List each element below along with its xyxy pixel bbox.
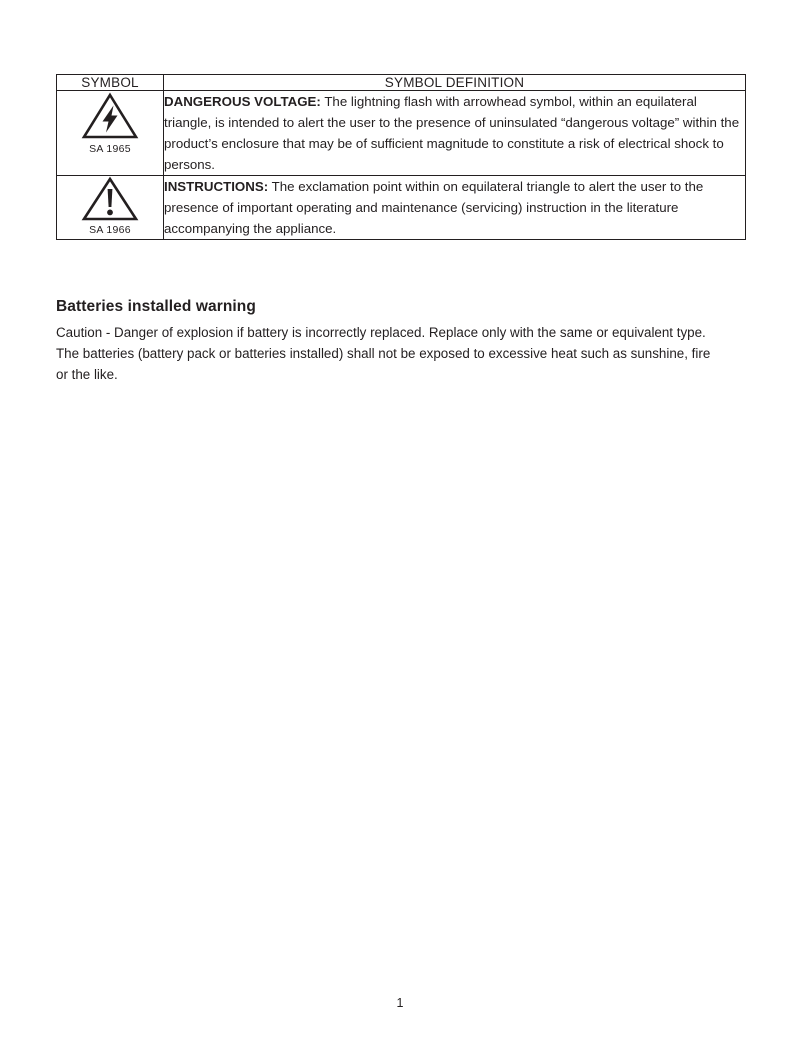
symbol-code-label: SA 1966	[89, 224, 131, 236]
section-heading: Batteries installed warning	[56, 298, 256, 315]
table-row	[57, 91, 746, 176]
column-header-symbol-definition: SYMBOL DEFINITION	[164, 75, 746, 91]
definition-lead-label: DANGEROUS VOLTAGE:	[164, 94, 321, 109]
definition-body-text: The lightning flash with arrowhead symbol, within an equilateral triangle, is intended to alert the user to the presence of uninsulated “dangerous voltage” within the product’s enclosure that may be of sufficient magnitude to constitute a risk of electrical shock to persons.	[164, 94, 740, 172]
definition-lead-label: INSTRUCTIONS:	[164, 179, 269, 194]
definition-cell-instructions	[164, 176, 746, 240]
symbol-cell-instructions	[57, 176, 164, 240]
exclamation-triangle-icon	[81, 176, 139, 222]
batteries-installed-warning-section	[56, 298, 721, 385]
table-header-row	[57, 75, 746, 91]
definition-body-text: The exclamation point within on equilateral triangle to alert the user to the presence of important operating and maintenance (servicing) instruction in the literature accompanying the appliance.	[164, 179, 704, 236]
symbol-cell-dangerous-voltage	[57, 91, 164, 176]
definition-cell-dangerous-voltage	[164, 91, 746, 176]
table-row	[57, 176, 746, 240]
warning-paragraph: Caution - Danger of explosion if battery is incorrectly replaced. Replace only with the same or equivalent type.	[56, 325, 706, 340]
lightning-bolt-triangle-icon	[81, 91, 139, 141]
symbol-code-label: SA 1965	[89, 143, 131, 155]
symbol-definition-table	[56, 74, 746, 240]
warning-paragraph: The batteries (battery pack or batteries installed) shall not be exposed to excessive heat such as sunshine, fire or the like.	[56, 346, 711, 383]
page-number: 1	[396, 996, 404, 1010]
column-header-symbol: SYMBOL	[57, 75, 164, 91]
